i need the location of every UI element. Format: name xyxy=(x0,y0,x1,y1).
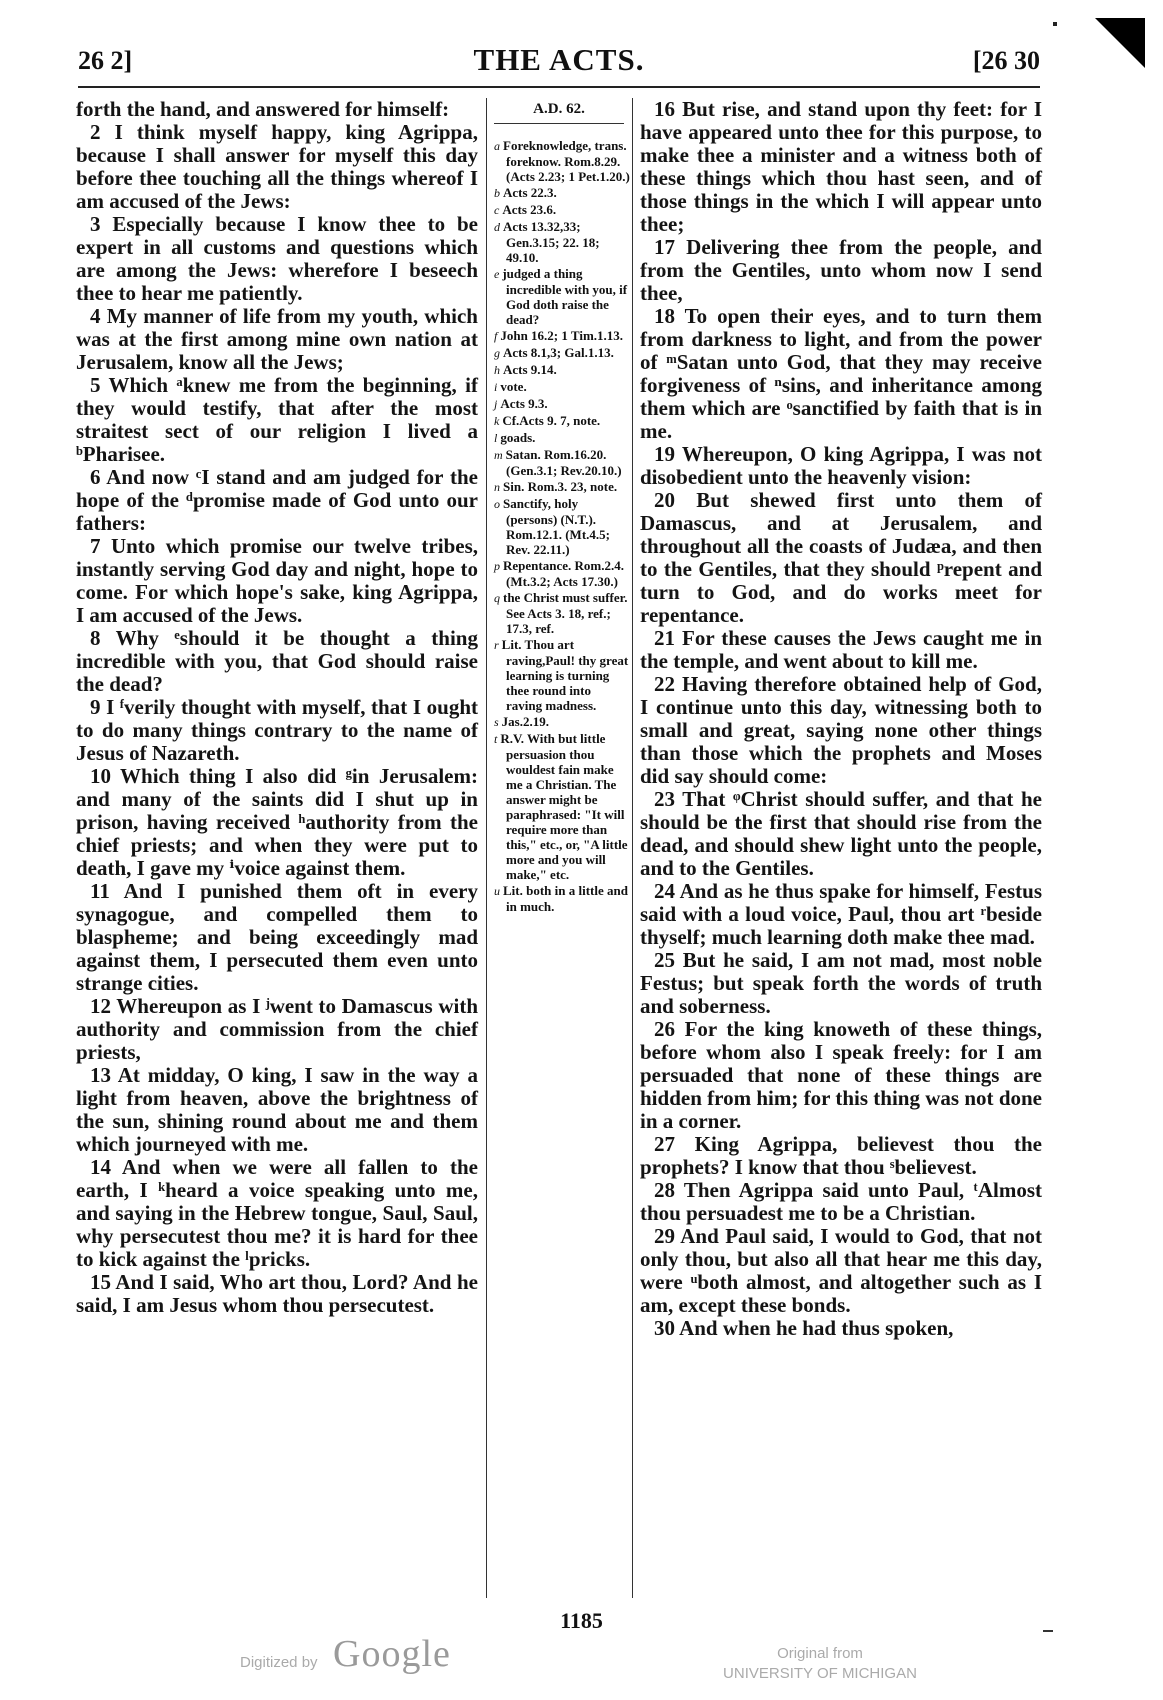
corner-triangle-mark xyxy=(1095,18,1145,68)
verse-paragraph: 24 And as he thus spake for himself, Festus said with a loud voice, Paul, thou art ʳbeside thyself; much learning doth make thee mad. xyxy=(640,879,1042,949)
note-letter: d xyxy=(494,220,500,234)
verse-paragraph: 17 Delivering thee from the people, and from the Gentiles, unto whom now I send thee, xyxy=(640,235,1042,305)
marginal-note xyxy=(488,138,630,184)
verse-paragraph: 9 I ᶠverily thought with myself, that I ought to do many things contrary to the name of Jesus of Nazareth. xyxy=(76,695,478,765)
note-text: Jas.2.19. xyxy=(501,714,549,729)
note-letter: g xyxy=(494,346,500,360)
note-text: Satan. Rom.16.20. (Gen.3.1; Rev.20.10.) xyxy=(505,447,622,478)
note-letter: t xyxy=(494,732,498,746)
note-text: John 16.2; 1 Tim.1.13. xyxy=(500,328,624,343)
note-text: Sanctify, holy (persons) (N.T.). Rom.12.1. (Mt.4.5; Rev. 22.11.) xyxy=(503,496,610,557)
verse-paragraph: 8 Why ᵉshould it be thought a thing incredible with you, that God should raise the dead? xyxy=(76,626,478,696)
note-text: the Christ must suffer. See Acts 3. 18, ref.; 17.3, ref. xyxy=(503,590,628,636)
verse-paragraph: 26 For the king knoweth of these things, before whom also I speak freely: for I am persuaded that none of these things are hidden from him; for this thing was not done in a corner. xyxy=(640,1017,1042,1133)
marginal-note xyxy=(488,731,630,882)
header-rule xyxy=(78,86,1040,88)
marginal-note xyxy=(488,714,630,730)
verse-paragraph: 14 And when we were all fallen to the earth, I ᵏheard a voice speaking unto me, and saying in the Hebrew tongue, Saul, Saul, why persecutest thou me? it is hard for thee to kick against the ˡpricks. xyxy=(76,1155,478,1271)
note-text: judged a thing incredible with you, if God doth raise the dead? xyxy=(502,266,628,327)
verse-paragraph: 7 Unto which promise our twelve tribes, instantly serving God day and night, hope to come. For which hope's sake, king Agrippa, I am accused of the Jews. xyxy=(76,534,478,627)
page-number: 1185 xyxy=(560,1608,603,1633)
verse-paragraph: 15 And I said, Who art thou, Lord? And he said, I am Jesus whom thou persecutest. xyxy=(76,1270,478,1317)
note-letter: q xyxy=(494,591,500,605)
verse-paragraph: 19 Whereupon, O king Agrippa, I was not disobedient unto the heavenly vision: xyxy=(640,442,1042,489)
note-letter: r xyxy=(494,638,499,652)
verse-paragraph: 2 I think myself happy, king Agrippa, because I shall answer for myself this day before thee touching all the things whereof I am accused of the Jews: xyxy=(76,120,478,213)
running-header xyxy=(78,42,1040,82)
marginal-note xyxy=(488,202,630,218)
year-rule xyxy=(494,123,624,124)
verse-paragraph: 20 But shewed first unto them of Damascus, and at Jerusalem, and throughout all the coasts of Judæa, and then to the Gentiles, that they should ᵖrepent and turn to God, and do works meet for repentance. xyxy=(640,488,1042,627)
marginal-note xyxy=(488,266,630,327)
original-source xyxy=(700,1644,940,1684)
verse-paragraph: 4 My manner of life from my youth, which was at the first among mine own nation at Jerusalem, know all the Jews; xyxy=(76,304,478,374)
marginal-note xyxy=(488,496,630,557)
note-text: Acts 13.32,33; Gen.3.15; 22. 18; 49.10. xyxy=(503,219,600,265)
corner-dot-mark xyxy=(1053,22,1057,26)
note-letter: k xyxy=(494,414,500,428)
marginal-note xyxy=(488,413,630,429)
year-label: A.D. 62. xyxy=(533,101,585,117)
note-text: vote. xyxy=(500,379,527,394)
note-text: Cf.Acts 9. 7, note. xyxy=(502,413,601,428)
note-text: Repentance. Rom.2.4. (Mt.3.2; Acts 17.30.) xyxy=(503,558,624,589)
note-letter: b xyxy=(494,186,500,200)
verse-paragraph: 28 Then Agrippa said unto Paul, ᵗAlmost thou persuadest me to be a Christian. xyxy=(640,1178,1042,1225)
note-text: Acts 9.14. xyxy=(503,362,557,377)
marginal-note xyxy=(488,219,630,265)
verse-paragraph: 29 And Paul said, I would to God, that not only thou, but also all that hear me this day, were ᵘboth almost, and altogether such as I am, except these bonds. xyxy=(640,1224,1042,1317)
left-text-column xyxy=(76,98,478,1317)
verse-paragraph: 23 That ᵠChrist should suffer, and that he should be the first that should rise from the dead, and should shew light unto the people, and to the Gentiles. xyxy=(640,787,1042,880)
verse-paragraph: 25 But he said, I am not mad, most noble Festus; but speak forth the words of truth and soberness. xyxy=(640,948,1042,1018)
verse-paragraph: 5 Which ᵃknew me from the beginning, if they would testify, that after the most straitest sect of our religion I lived a ᵇPharisee. xyxy=(76,373,478,466)
note-text: Lit. Thou art raving,Paul! thy great learning is turning thee round into raving madness. xyxy=(501,637,629,713)
marginal-note xyxy=(488,379,630,395)
institution-label: UNIVERSITY OF MICHIGAN xyxy=(723,1665,917,1682)
digitized-by-label: Digitized by xyxy=(240,1654,318,1671)
marginal-note xyxy=(488,558,630,589)
note-text: Acts 23.6. xyxy=(502,202,557,217)
note-text: Acts 9.3. xyxy=(500,396,548,411)
verse-paragraph: forth the hand, and answered for himself: xyxy=(76,97,450,121)
verse-paragraph: 27 King Agrippa, believest thou the prophets? I know that thou ˢbelievest. xyxy=(640,1132,1042,1179)
note-letter: f xyxy=(494,329,498,343)
marginal-note xyxy=(488,185,630,201)
marginal-note xyxy=(488,883,630,914)
marginal-note xyxy=(488,362,630,378)
note-letter: c xyxy=(494,203,500,217)
original-from-label: Original from xyxy=(777,1645,863,1662)
note-letter: u xyxy=(494,884,500,898)
verse-paragraph: 16 But rise, and stand upon thy feet: for I have appeared unto thee for this purpose, to make thee a minister and a witness both of these things which thou hast seen, and of those things in the which I will appear unto thee; xyxy=(640,97,1042,236)
header-chapter-end: [26 30 xyxy=(972,46,1040,75)
marginal-note xyxy=(488,479,630,495)
marginal-note xyxy=(488,447,630,478)
center-reference-column xyxy=(488,98,630,915)
note-text: Acts 22.3. xyxy=(503,185,557,200)
note-text: Foreknowledge, trans. foreknow. Rom.8.29. (Acts 2.23; 1 Pet.1.20.) xyxy=(503,138,630,184)
column-divider-left xyxy=(486,98,487,1598)
note-letter: h xyxy=(494,363,500,377)
verse-paragraph: 3 Especially because I know thee to be expert in all customs and questions which are among the Jews: wherefore I beseech thee to hear me patiently. xyxy=(76,212,478,305)
marginal-note xyxy=(488,345,630,361)
verse-paragraph: 18 To open their eyes, and to turn them from darkness to light, and from the power of ᵐSatan unto God, that they may receive forgiveness of ⁿsins, and inheritance among them which are ᵒsanctified by faith that is in me. xyxy=(640,304,1042,443)
marginal-note xyxy=(488,590,630,636)
note-text: Acts 8.1,3; Gal.1.13. xyxy=(503,345,614,360)
note-text: Lit. both in a little and in much. xyxy=(503,883,628,914)
header-book-title: THE ACTS. xyxy=(473,42,645,77)
verse-paragraph: 30 And when he had thus spoken, xyxy=(654,1316,954,1340)
verse-paragraph: 10 Which thing I also did ᵍin Jerusalem: and many of the saints did I shut up in prison, having received ʰauthority from the chief priests; and when they were put to death, I gave my ⁱvoice against them. xyxy=(76,764,478,880)
note-letter: m xyxy=(494,448,503,462)
note-letter: l xyxy=(494,431,498,445)
verse-paragraph: 11 And I punished them oft in every synagogue, and compelled them to blaspheme; and being exceedingly mad against them, I persecuted them even unto strange cities. xyxy=(76,879,478,995)
verse-paragraph: 13 At midday, O king, I saw in the way a light from heaven, above the brightness of the sun, shining round about me and them which journeyed with me. xyxy=(76,1063,478,1156)
marginal-notes xyxy=(488,138,630,914)
right-text-column xyxy=(640,98,1042,1340)
verse-paragraph: 6 And now ᶜI stand and am judged for the hope of the ᵈpromise made of God unto our fathers: xyxy=(76,465,478,535)
note-text: R.V. With but little persuasion thou wouldest fain make me a Christian. The answer might be paraphrased: "It will require more than this," etc., or, "A little more and you will make," etc. xyxy=(500,731,628,882)
note-letter: j xyxy=(494,397,498,411)
note-text: Sin. Rom.3. 23, note. xyxy=(503,479,618,494)
verse-paragraph: 12 Whereupon as I ʲwent to Damascus with authority and commission from the chief priests, xyxy=(76,994,478,1064)
verse-paragraph: 21 For these causes the Jews caught me in the temple, and went about to kill me. xyxy=(640,626,1042,673)
verse-paragraph: 22 Having therefore obtained help of God, I continue unto this day, witnessing both to small and great, saying none other things than those which the prophets and Moses did say should come: xyxy=(640,672,1042,788)
note-letter: p xyxy=(494,559,500,573)
note-letter: n xyxy=(494,480,500,494)
marginal-note xyxy=(488,430,630,446)
margin-tick xyxy=(1043,1630,1053,1632)
header-chapter-start: 26 2] xyxy=(78,46,133,75)
marginal-note xyxy=(488,637,630,713)
note-letter: a xyxy=(494,139,500,153)
google-logo: Google xyxy=(333,1633,451,1675)
note-letter: e xyxy=(494,267,500,281)
note-letter: i xyxy=(494,380,498,394)
marginal-note xyxy=(488,396,630,412)
column-divider-right xyxy=(632,98,633,1598)
note-text: goads. xyxy=(500,430,536,445)
note-letter: s xyxy=(494,715,499,729)
note-letter: o xyxy=(494,497,500,511)
marginal-note xyxy=(488,328,630,344)
